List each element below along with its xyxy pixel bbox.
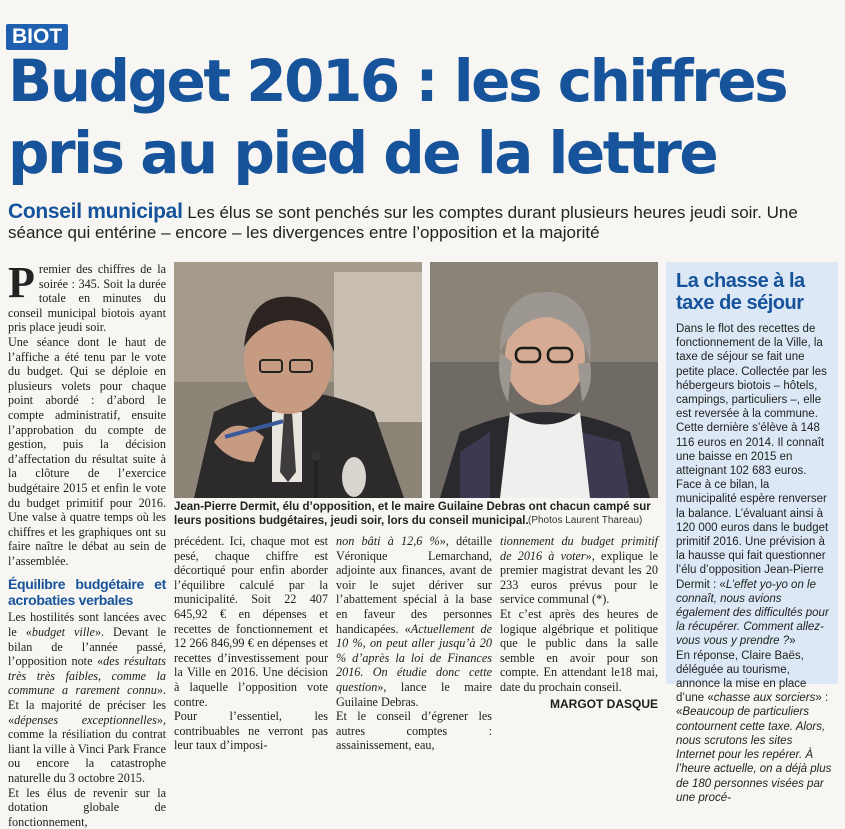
sidebar-paragraph-3: En réponse, Claire Baës, déléguée au tourisme, annonce la mise en place d’une «chasse aux sorciers» : «Beaucoup de particuliers contournent cette taxe. Alors, nous scrutons les sites Internet pour les repérer. À l’heure actuelle, on a déjà plus de 180 personnes visées par une procé- [676, 649, 832, 804]
col3-paragraph-1: non bâti à 12,6 %», détaille Véronique Lemarchand, adjointe aux finances, avant de voir le sujet dériver sur l’abattement spécial à la base en faveur des personnes handicapées. «Actuellement de 10 %, on peut aller jusqu’à 20 % d’après la loi de Finances 2016. On étudie donc cette question», lance le maire Guilaine Debras. [336, 534, 492, 709]
kicker-text: Les élus se sont penchés sur les comptes durant plusieurs heures jeudi soir. Une séance qui entérine – encore – les divergences entre l’opposition et la majorité [8, 203, 798, 242]
sidebar-title: La chasse à la taxe de séjour [676, 270, 805, 314]
col2-paragraph-2: Pour l’essentiel, les contribuables ne verront pas leur taux d’imposi- [174, 709, 328, 753]
article-column-2 [174, 534, 328, 753]
col1-lead: remier des chiffres de la soirée : 345. Soit la durée totale en minutes du conseil municipal biotois ayant pris place jeudi soir. [8, 262, 166, 335]
drop-cap: P [8, 258, 35, 307]
col4-paragraph-2: Et c’est après des heures de logique algébrique et politique que le public dans la salle semble en avoir pour son compte. En attendant le18 mai, date du prochain conseil. [500, 606, 658, 694]
sidebar-taxe-sejour [666, 262, 838, 804]
article-column-4 [500, 534, 659, 711]
sidebar-body [666, 322, 838, 805]
article-column-1 [8, 258, 166, 829]
col1-paragraph-3: Les hostilités sont lancées avec le «budget ville». Devant le bilan de l’année passé, l’opposition note «des résultats très très faibles, comme la commune a rarement connu». Et la majorité de préciser les «dépenses exceptionnelles», comme la résiliation du contrat liant la ville à Vinci Park France ou encore la catastrophe naturelle du 3 octobre 2015. [8, 610, 166, 785]
col3-paragraph-2: Et le conseil d’égrener les autres comptes : assainissement, eau, [336, 709, 492, 753]
col1-paragraph-2: Une séance dont le haut de l’affiche a été tenu par le vote du budget. Qui se déploie en plusieurs volets pour chaque point abordé : d’abord le compte administratif, ensuite l’approbation du compte de gestion, puis la décision d’affectation du résultat suite à la clôture de l’exercice budgétaire 2015 et enfin le vote du budget primitif pour 2016. Une valse à quatre temps où les chiffres et les graphiques ont su faire naître le débat au sein de l’assemblée. [8, 334, 166, 568]
col4-paragraph-1: tionnement du budget primitif de 2016 à voter», explique le premier magistrat devant les 20 233 euros prévus pour le service communal (*). [500, 534, 659, 607]
article-column-3 [336, 534, 492, 753]
photo-credit: (Photos Laurent Thareau) [528, 515, 643, 526]
sidebar-paragraph-1: Dans le flot des recettes de fonctionnement de la Ville, la taxe de séjour se fait une petite place. Collectée par les hébergeurs biotois – hôtels, campings, particuliers –, elle est reversée à la commune. [676, 323, 827, 421]
headline-line-1: Budget 2016 : les chiffres [8, 47, 787, 115]
section-tag: BIOT [6, 24, 68, 50]
sidebar-paragraph-2: Cette dernière s’élève à 148 116 euros en 2014. Il connaît une baisse en 2015 en atteignant 102 683 euros. Face à ce bilan, la municipalité espère renverser la balance. L’évaluant ainsi à 120 000 euros dans le budget primitif 2016. Une prévision à la hausse qui fait questionner l’élu d’opposition Jean-Pierre Dermit : «L’effet yo-yo on le connaît, nous avions également des difficultés pour la récupérer. Comment allez-vous vous y prendre ?» [676, 422, 829, 648]
photo-caption: Jean-Pierre Dermit, élu d’opposition, et le maire Guilaine Debras ont chacun campé sur leurs positions budgétaires, jeudi soir, lors du conseil municipal. [174, 501, 651, 527]
photo-jean-pierre-dermit [174, 262, 422, 498]
portrait-woman-illustration [430, 262, 658, 498]
col1-paragraph-4: Et les élus de revenir sur la dotation globale de fonctionnement, [8, 785, 166, 829]
headline-line-2: pris au pied de la lettre [8, 119, 717, 187]
photo-guilaine-debras [430, 262, 658, 498]
kicker [8, 202, 818, 243]
portrait-man-illustration [174, 262, 422, 498]
subhead-equilibre: Équilibre budgétaire et acrobaties verbales [8, 576, 166, 609]
col2-paragraph-1: précédent. Ici, chaque mot est pesé, chaque chiffre est décortiqué pour enfin aborder l’équilibre calculé par la municipalité. Soit 22 407 645,92 € en dépenses et recettes de fonctionnement et 12 266 846,99 € en dépenses et recettes d’investissement pour la Ville en 2016. Une décision à laquelle l’opposition vote contre. [174, 534, 328, 709]
author-signature: MARGOT DASQUE [550, 696, 658, 711]
kicker-label: Conseil municipal [8, 200, 183, 223]
